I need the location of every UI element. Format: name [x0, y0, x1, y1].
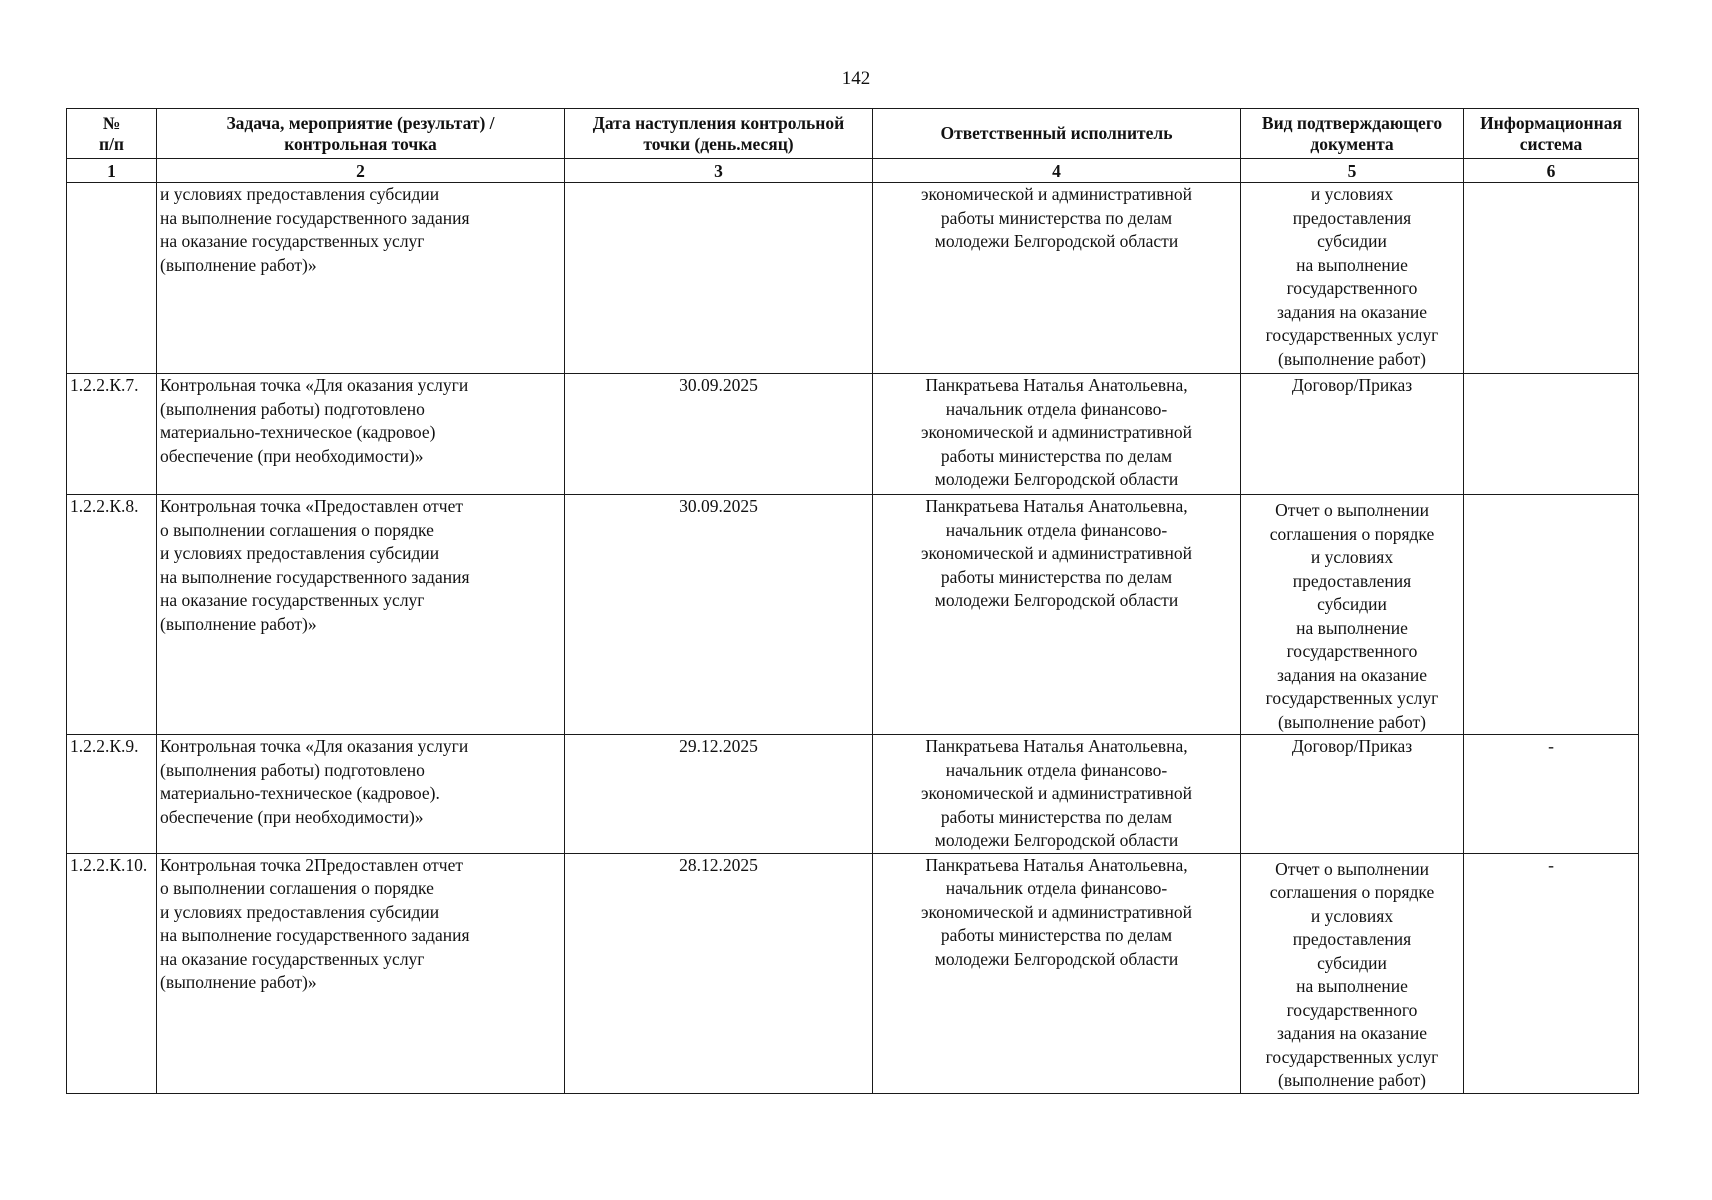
control-points-table	[66, 108, 1639, 1094]
executor-cell: Панкратьева Наталья Анатольевна, начальник отдела финансово- экономической и административной работы министерства по делам молодежи Белгородской области	[873, 853, 1241, 1093]
header-task: Задача, мероприятие (результат) / контрольная точка	[157, 109, 565, 159]
system-cell: -	[1464, 853, 1639, 1093]
system-cell	[1464, 495, 1639, 735]
column-number: 2	[157, 159, 565, 183]
document-cell: Договор/Приказ	[1241, 735, 1464, 854]
date-cell: 28.12.2025	[565, 853, 873, 1093]
task-cell: Контрольная точка «Для оказания услуги (выполнения работы) подготовлено материально-техническое (кадровое) обеспечение (при необходимости)»	[157, 374, 565, 495]
task-cell: Контрольная точка «Для оказания услуги (выполнения работы) подготовлено материально-техническое (кадровое). обеспечение (при необходимости)»	[157, 735, 565, 854]
executor-cell: Панкратьева Наталья Анатольевна, начальник отдела финансово- экономической и административной работы министерства по делам молодежи Белгородской области	[873, 374, 1241, 495]
table-row	[67, 853, 1639, 1093]
document-cell: Договор/Приказ	[1241, 374, 1464, 495]
header-document: Вид подтверждающего документа	[1241, 109, 1464, 159]
header-date: Дата наступления контрольной точки (день.месяц)	[565, 109, 873, 159]
header-row	[67, 109, 1639, 159]
system-cell: -	[1464, 735, 1639, 854]
row-number: 1.2.2.К.7.	[67, 374, 157, 495]
table-row	[67, 735, 1639, 854]
column-number: 4	[873, 159, 1241, 183]
task-cell: и условиях предоставления субсидии на выполнение государственного задания на оказание государственных услуг (выполнение работ)»	[157, 183, 565, 374]
row-number	[67, 183, 157, 374]
page-number: 142	[841, 68, 871, 89]
document-cell: Отчет о выполнении соглашения о порядке и условиях предоставления субсидии на выполнение государственного задания на оказание государственных услуг (выполнение работ)	[1241, 853, 1464, 1093]
table-row	[67, 183, 1639, 374]
date-cell	[565, 183, 873, 374]
column-number: 5	[1241, 159, 1464, 183]
table-row	[67, 495, 1639, 735]
table-row	[67, 374, 1639, 495]
column-number: 1	[67, 159, 157, 183]
executor-cell: Панкратьева Наталья Анатольевна, начальник отдела финансово- экономической и административной работы министерства по делам молодежи Белгородской области	[873, 735, 1241, 854]
document-cell: Отчет о выполнении соглашения о порядке и условиях предоставления субсидии на выполнение государственного задания на оказание государственных услуг (выполнение работ)	[1241, 495, 1464, 735]
system-cell	[1464, 183, 1639, 374]
date-cell: 30.09.2025	[565, 374, 873, 495]
date-cell: 29.12.2025	[565, 735, 873, 854]
header-number: № п/п	[67, 109, 157, 159]
executor-cell: Панкратьева Наталья Анатольевна, начальник отдела финансово- экономической и административной работы министерства по делам молодежи Белгородской области	[873, 495, 1241, 735]
row-number: 1.2.2.К.9.	[67, 735, 157, 854]
header-system: Информационная система	[1464, 109, 1639, 159]
date-cell: 30.09.2025	[565, 495, 873, 735]
task-cell: Контрольная точка 2Предоставлен отчет о выполнении соглашения о порядке и условиях предоставления субсидии на выполнение государственного задания на оказание государственных услуг (выполнение работ)»	[157, 853, 565, 1093]
executor-cell: экономической и административной работы министерства по делам молодежи Белгородской области	[873, 183, 1241, 374]
column-number-row	[67, 159, 1639, 183]
document-cell: и условиях предоставления субсидии на выполнение государственного задания на оказание государственных услуг (выполнение работ)	[1241, 183, 1464, 374]
system-cell	[1464, 374, 1639, 495]
header-executor: Ответственный исполнитель	[873, 109, 1241, 159]
row-number: 1.2.2.К.8.	[67, 495, 157, 735]
column-number: 3	[565, 159, 873, 183]
task-cell: Контрольная точка «Предоставлен отчет о выполнении соглашения о порядке и условиях предоставления субсидии на выполнение государственного задания на оказание государственных услуг (выполнение работ)»	[157, 495, 565, 735]
row-number: 1.2.2.К.10.	[67, 853, 157, 1093]
column-number: 6	[1464, 159, 1639, 183]
